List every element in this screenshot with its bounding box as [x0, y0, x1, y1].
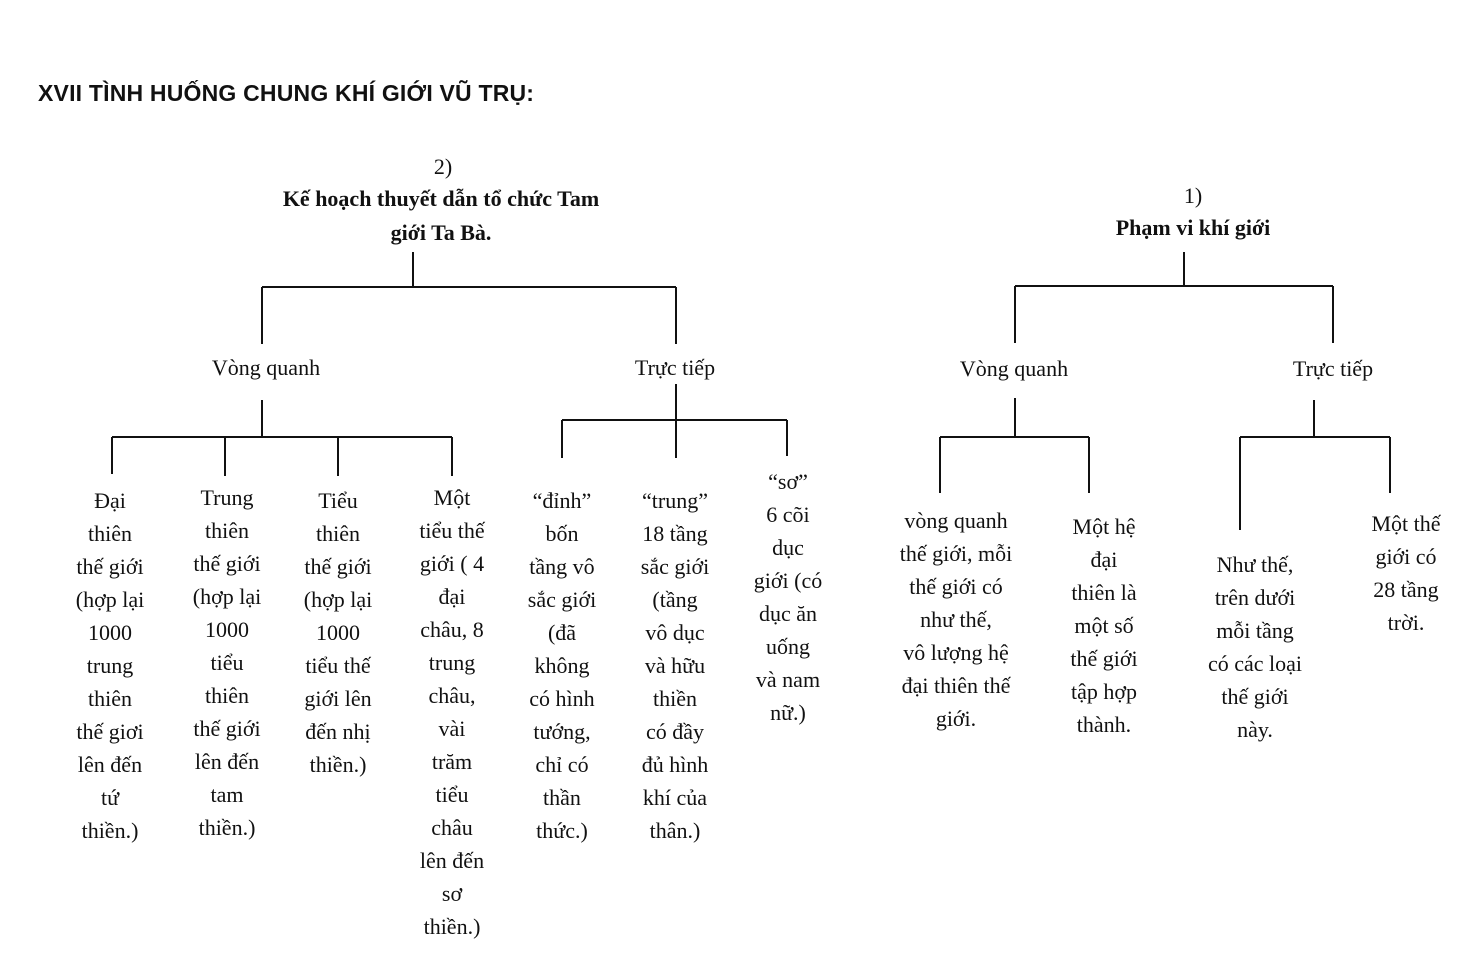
- tree1-right-child-1: Như thế, trên dưới mỗi tầng có các loại thế giới này.: [1207, 552, 1303, 742]
- tree1-left-child-2: Một hệ đại thiên là một số thế giới tập hợp thành.: [1070, 514, 1138, 737]
- tree2-left-child-3: Tiểu thiên thế giới (hợp lại 1000 tiểu thế giới lên đến nhị thiền.): [303, 488, 373, 777]
- tree1-title: Phạm vi khí giới: [1115, 215, 1271, 240]
- tree2-left-child-1: Đại thiên thế giới (hợp lại 1000 trung thiên thế giơi lên đến tứ thiền.): [75, 488, 145, 843]
- tree2-left-child-4: Một tiểu thế giới ( 4 đại châu, 8 trung châu, vài trăm tiểu châu lên đến sơ thiền.): [419, 485, 485, 939]
- tree2-title: Kế hoạch thuyết dẫn tổ chức Tam giới Ta Bà.: [282, 186, 600, 245]
- tree2-number: 2): [433, 154, 453, 179]
- tree1-right-child-2: Một thế giới có 28 tầng trời.: [1371, 511, 1441, 635]
- tree1-left-branch-label: Vòng quanh: [959, 356, 1069, 381]
- tree2-left-branch-label: Vòng quanh: [211, 355, 321, 380]
- tree2-right-child-1: “đỉnh” bốn tầng vô sắc giới (đã không có hình tướng, chỉ có thần thức.): [527, 488, 597, 843]
- tree2-right-child-3: “sơ” 6 cõi dục giới (có dục ăn uống và nam nữ.): [753, 469, 823, 725]
- tree2-left-child-2: Trung thiên thế giới (hợp lại 1000 tiểu thiên thế giới lên đến tam thiền.): [192, 485, 262, 840]
- tree2-right-child-2: “trung” 18 tầng sắc giới (tầng vô dục và hữu thiền có đầy đủ hình khí của thân.): [640, 488, 710, 843]
- tree1-left-child-1: vòng quanh thế giới, mỗi thế giới có như thế, vô lượng hệ đại thiên thế giới.: [899, 508, 1013, 731]
- page-heading: XVII TÌNH HUỐNG CHUNG KHÍ GIỚI VŨ TRỤ:: [38, 80, 535, 106]
- tree2-right-branch-label: Trực tiếp: [634, 355, 716, 380]
- tree1-right-branch-label: Trực tiếp: [1292, 356, 1374, 381]
- tree1-number: 1): [1183, 183, 1203, 208]
